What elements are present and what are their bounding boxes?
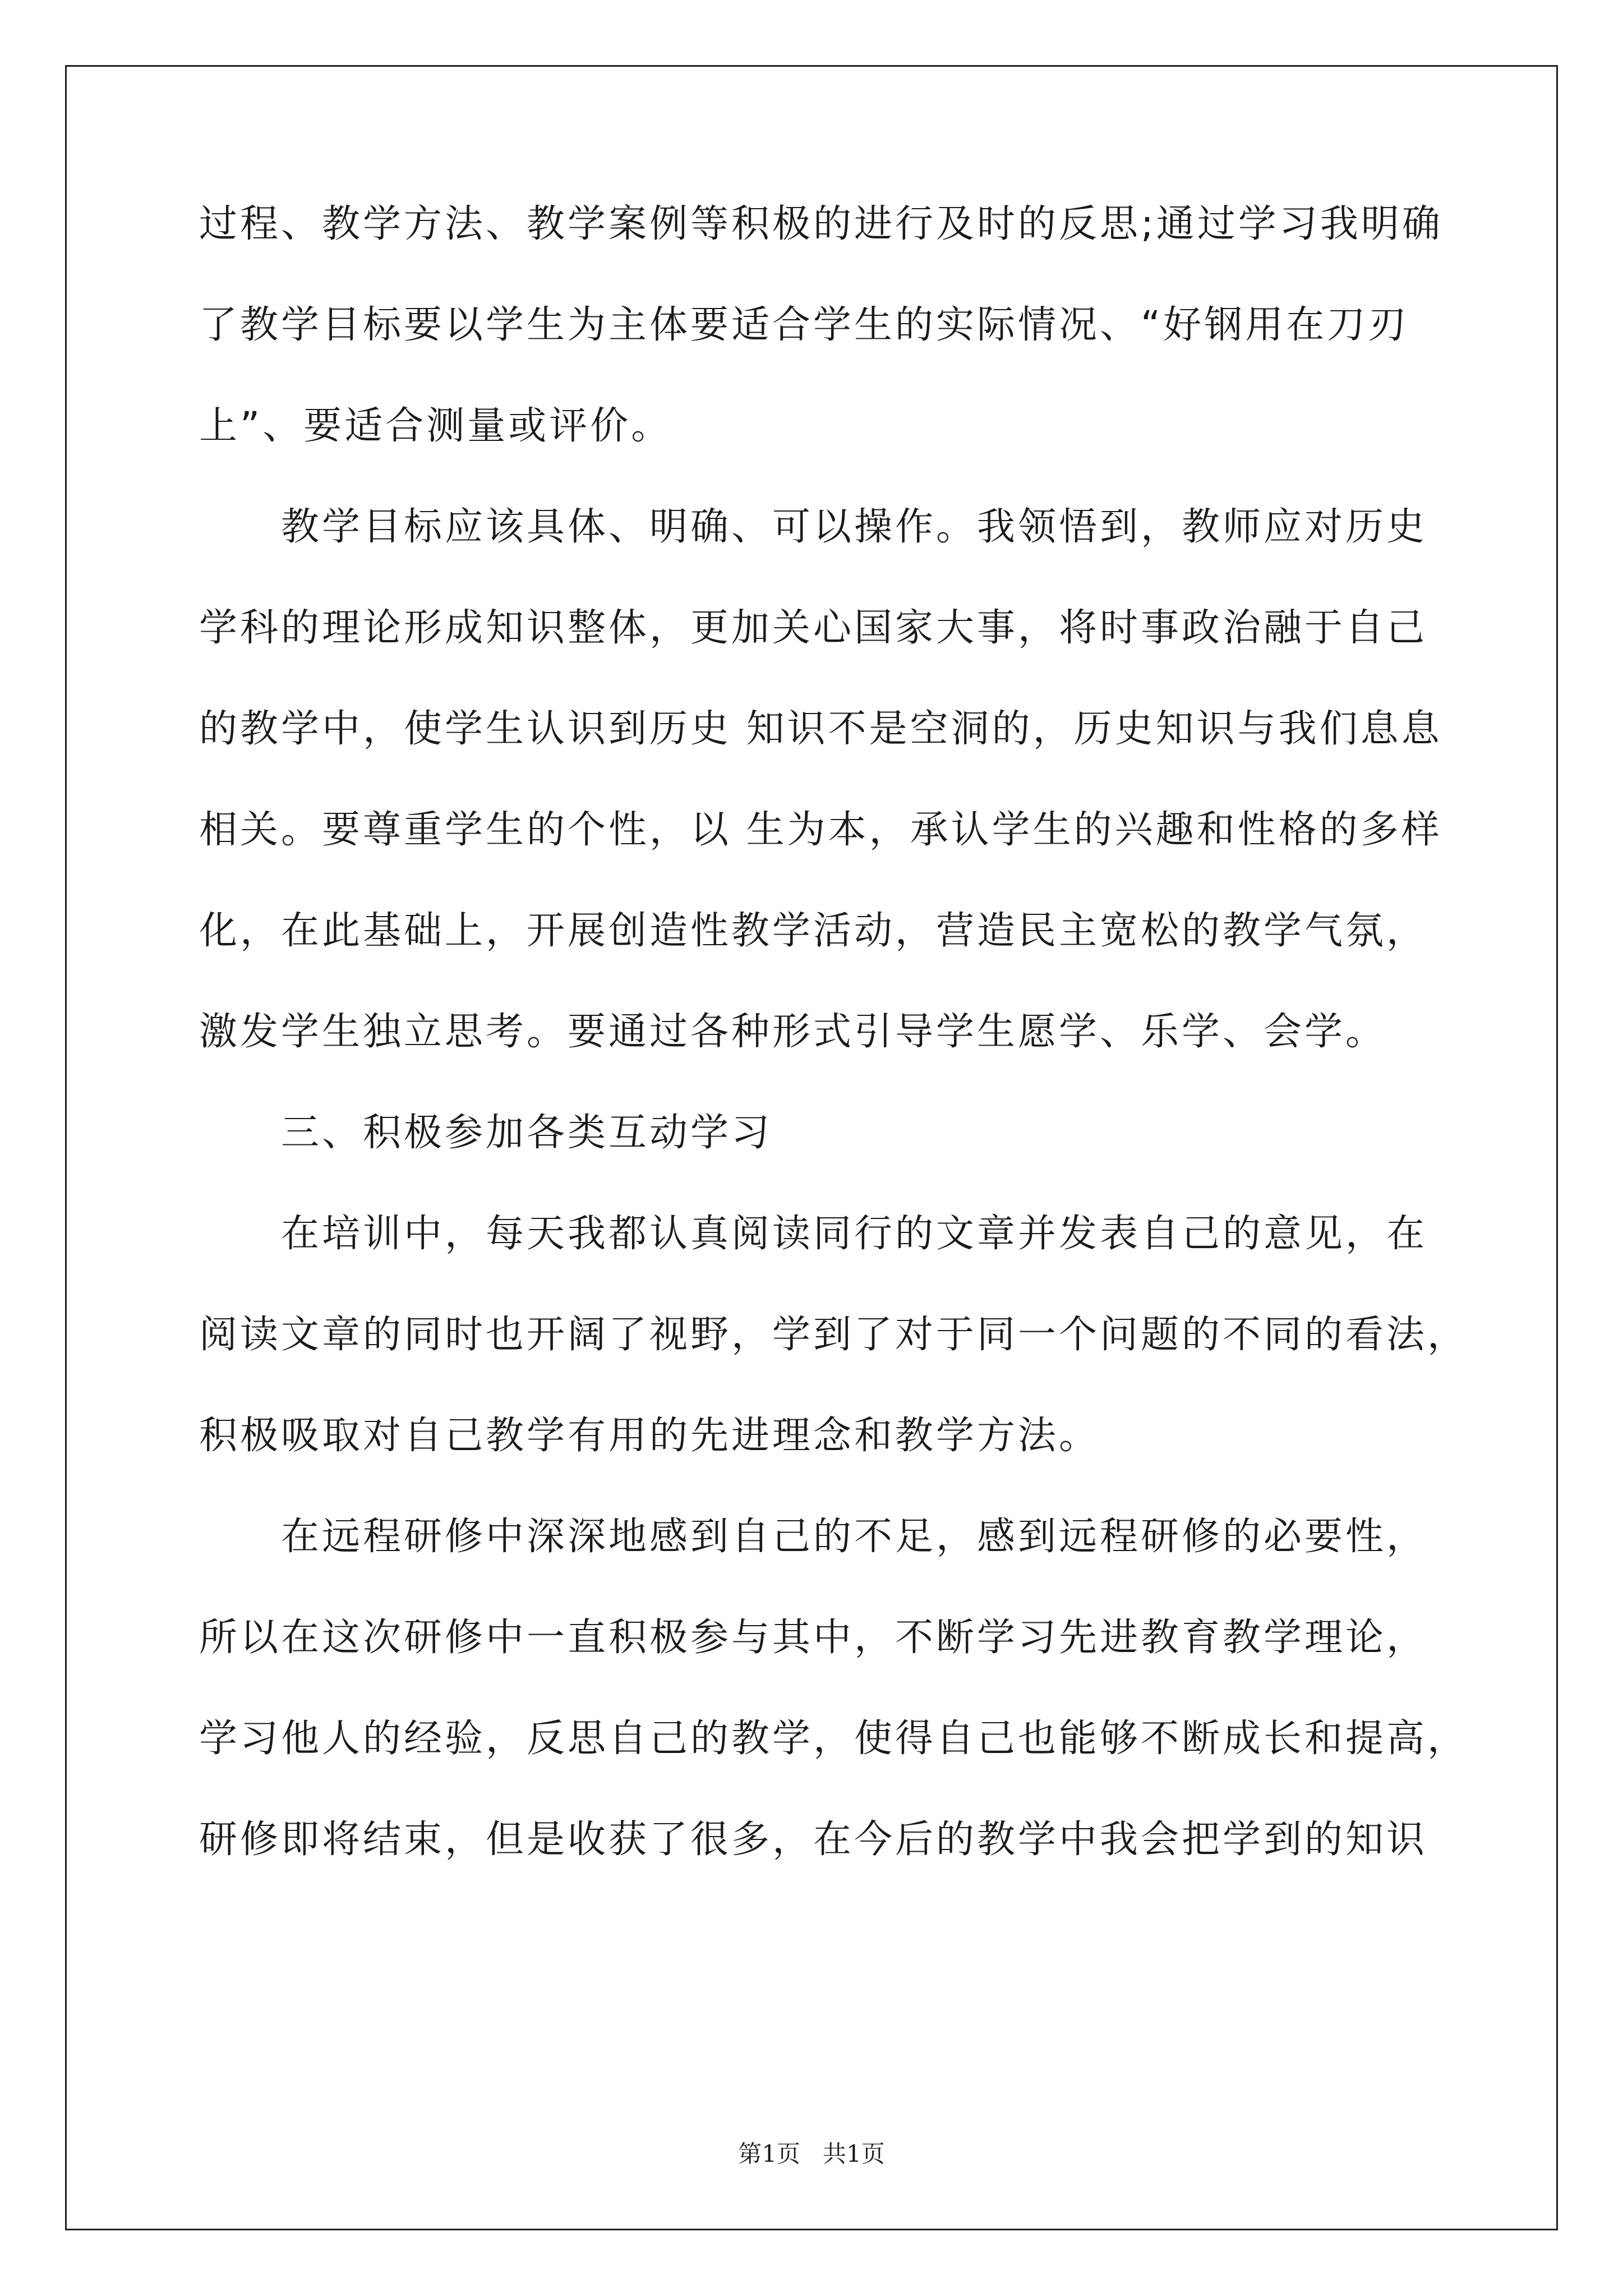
section-heading: 三、积极参加各类互动学习 — [199, 1111, 773, 1155]
text-line: 研修即将结束，但是收获了很多，在今后的教学中我会把学到的知识 — [199, 1818, 1428, 1862]
text-line: 学习他人的经验，反思自己的教学，使得自己也能够不断成长和提高， — [199, 1717, 1469, 1761]
text-line: 化，在此基础上，开展创造性教学活动，营造民主宽松的教学气氛， — [199, 909, 1428, 953]
text-line: 相关。要尊重学生的个性，以 生为本，承认学生的兴趣和性格的多样 — [199, 808, 1442, 852]
text-line: 在培训中，每天我都认真阅读同行的文章并发表自己的意见，在 — [199, 1212, 1428, 1256]
text-line: 所以在这次研修中一直积极参与其中，不断学习先进教育教学理论， — [199, 1616, 1428, 1660]
text-line: 积极吸取对自己教学有用的先进理念和教学方法。 — [199, 1414, 1100, 1458]
text-line: 上”、要适合测量或评价。 — [199, 404, 672, 448]
text-line: 学科的理论形成知识整体，更加关心国家大事，将时事政治融于自己 — [199, 606, 1428, 650]
text-line: 教学目标应该具体、明确、可以操作。我领悟到，教师应对历史 — [199, 505, 1428, 549]
text-line: 的教学中，使学生认识到历史 知识不是空洞的，历史知识与我们息息 — [199, 707, 1442, 751]
text-line: 阅读文章的同时也开阔了视野，学到了对于同一个问题的不同的看法， — [199, 1313, 1469, 1357]
text-line: 过程、教学方法、教学案例等积极的进行及时的反思;通过学习我明确 — [199, 202, 1443, 246]
text-line: 了教学目标要以学生为主体要适合学生的实际情况、“好钢用在刀刃 — [199, 303, 1409, 347]
text-line: 在远程研修中深深地感到自己的不足，感到远程研修的必要性， — [199, 1515, 1428, 1559]
page-footer: 第1页 共1页 — [738, 2140, 885, 2168]
text-line: 激发学生独立思考。要通过各种形式引导学生愿学、乐学、会学。 — [199, 1010, 1387, 1054]
